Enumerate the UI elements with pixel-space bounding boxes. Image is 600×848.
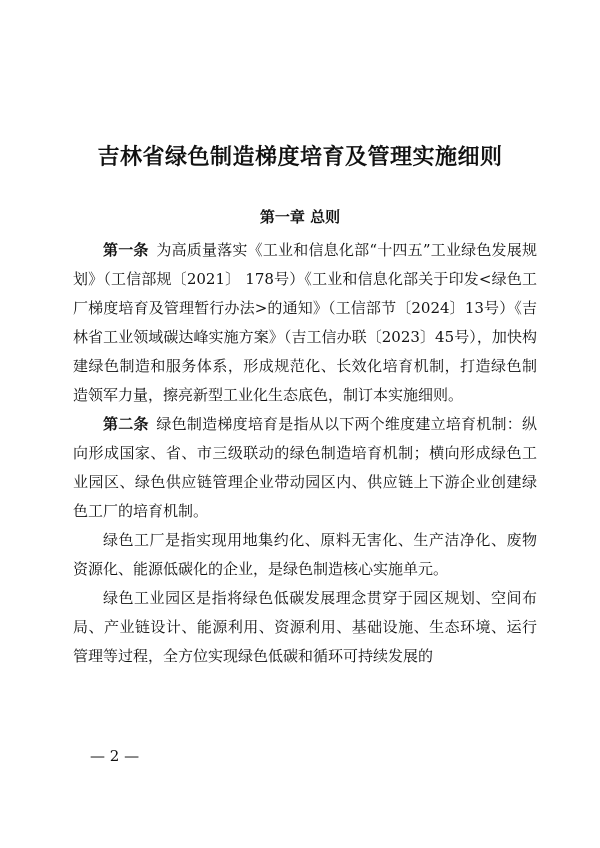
green-industrial-park-paragraph: 绿色工业园区是指将绿色低碳发展理念贯穿于园区规划、空间布局、产业链设计、能源利用、资源利用、基础设施、生态环境、运行管理等过程，全方位实现绿色低碳和循环可持续发展的 — [73, 589, 537, 665]
article-2-text: 绿色制造梯度培育是指从以下两个维度建立培育机制：纵向形成国家、省、市三级联动的绿色制造培育机制；横向形成绿色工业园区、绿色供应链管理企业带动园区内、供应链上下游企业创建绿色工厂的培育机制。 — [73, 415, 537, 520]
page-number: — 2 — — [90, 747, 140, 765]
article-2-paragraph — [73, 410, 537, 526]
article-1-text: 为高质量落实《工业和信息化部“十四五”工业绿色发展规划》（工信部规〔2021〕 178号）《工业和信息化部关于印发<绿色工厂梯度培育及管理暂行办法>的通知》（工信部节〔2024〕13号）《吉林省工业领域碳达峰实施方案》（吉工信办联〔2023〕45号），加快构建绿色制造和服务体系，形成规范化、长效化培育机制，打造绿色制造领军力量，擦亮新型工业化生态底色，制订本实施细则。 — [73, 241, 537, 404]
body-text — [73, 236, 537, 671]
article-2-label: 第二条 — [103, 415, 149, 433]
document-title: 吉林省绿色制造梯度培育及管理实施细则 — [97, 144, 503, 170]
article-1-label: 第一条 — [103, 241, 149, 259]
article-1-paragraph — [73, 236, 537, 410]
chapter-heading: 第一章 总则 — [259, 208, 341, 226]
green-factory-paragraph: 绿色工厂是指实现用地集约化、原料无害化、生产洁净化、废物资源化、能源低碳化的企业，是绿色制造核心实施单元。 — [73, 531, 537, 578]
